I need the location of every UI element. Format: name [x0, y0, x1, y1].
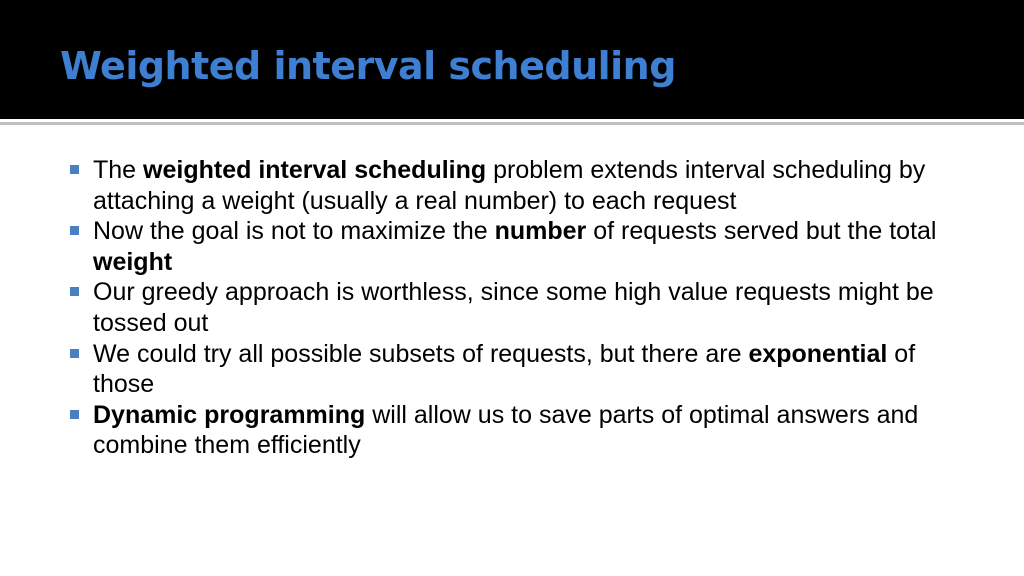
bold-text-segment: weight — [93, 247, 173, 276]
bullet-text — [93, 278, 934, 337]
bullet-text — [93, 217, 936, 276]
title-bar — [0, 0, 1024, 119]
bullet-item — [70, 216, 970, 277]
bold-text-segment: weighted interval scheduling — [143, 156, 487, 184]
bold-text-segment: Dynamic programming — [93, 400, 366, 429]
text-segment: will allow us to save parts of optimal answers and combine them efficiently — [93, 400, 919, 460]
square-bullet-icon — [70, 410, 79, 419]
square-bullet-icon — [70, 165, 79, 174]
text-segment: Our greedy approach is worthless, since some high value requests might be tossed out — [93, 278, 934, 337]
text-segment: of requests served but the total — [586, 217, 937, 246]
bullet-item — [70, 400, 970, 461]
bold-text-segment: exponential — [748, 339, 888, 368]
bullet-list — [70, 155, 970, 461]
bullet-text — [93, 340, 915, 399]
text-segment: The — [93, 156, 144, 184]
bullet-item — [70, 277, 970, 338]
text-segment: problem extends interval scheduling by attaching a weight (usually a real number) to each request — [93, 156, 926, 215]
bullet-item — [70, 155, 970, 216]
bold-text-segment: number — [494, 217, 587, 246]
square-bullet-icon — [70, 226, 79, 235]
text-segment: Now the goal is not to maximize the — [93, 217, 495, 246]
text-segment: We could try all possible subsets of requests, but there are — [93, 339, 749, 368]
square-bullet-icon — [70, 349, 79, 358]
slide-title: Weighted interval scheduling — [60, 44, 676, 88]
title-divider — [0, 122, 1024, 125]
bullet-text — [93, 156, 925, 215]
square-bullet-icon — [70, 287, 79, 296]
bullet-text — [93, 401, 918, 460]
text-segment: of those — [93, 339, 916, 399]
bullet-item — [70, 339, 970, 400]
